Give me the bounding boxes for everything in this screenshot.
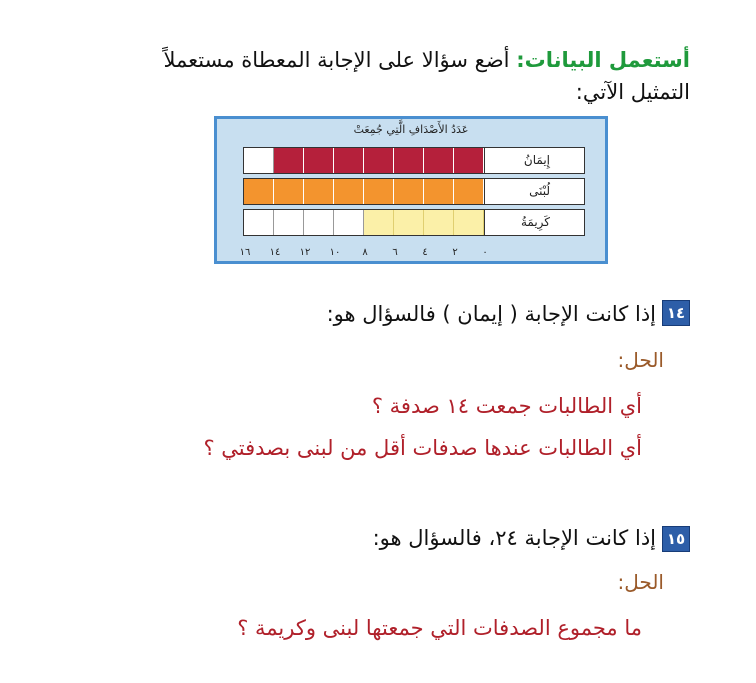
answer-14-2: أي الطالبات عندها صدفات أقل من لبنى بصدفتي ؟ <box>203 436 642 460</box>
pictograph-cell <box>394 179 424 204</box>
row-label-eman: إِيمَانُ <box>484 148 584 173</box>
row-lubna <box>243 178 585 205</box>
pictograph-cell <box>244 179 274 204</box>
answer-15-1: ما مجموع الصدفات التي جمعتها لبنى وكريمة ؟ <box>237 616 642 640</box>
pictograph-cell <box>454 179 484 204</box>
question-15-text: إذا كانت الإجابة ٢٤، فالسؤال هو: <box>372 526 656 550</box>
axis-tick-label: ١٤ <box>269 247 281 258</box>
pictograph-cell <box>364 210 394 235</box>
instruction-heading: أستعمل البيانات: <box>516 48 690 72</box>
question-14-text: إذا كانت الإجابة ( إيمان ) فالسؤال هو: <box>326 302 656 326</box>
row-label-lubna: لُبْنَى <box>484 179 584 204</box>
axis-tick-label: ٦ <box>392 247 398 258</box>
pictograph-cell <box>244 210 274 235</box>
instruction-line-2: التمثيل الآتي: <box>575 80 690 104</box>
row-karima <box>243 209 585 236</box>
axis-tick-label: ١٦ <box>239 247 251 258</box>
instruction-line-1 <box>164 48 691 72</box>
shells-pictograph <box>214 116 608 264</box>
axis-tick-label: ٤ <box>422 247 428 258</box>
pictograph-cell <box>394 148 424 173</box>
pictograph-cell <box>274 210 304 235</box>
pictograph-cell <box>244 148 274 173</box>
pictograph-cell <box>304 179 334 204</box>
row-label-karima: كَرِيمَةُ <box>484 210 584 235</box>
solution-label-14: الحل: <box>617 348 664 372</box>
axis-ticks <box>235 247 495 261</box>
axis-tick-label: ٨ <box>362 247 368 258</box>
pictograph-cell <box>364 179 394 204</box>
instruction-text: أضع سؤالا على الإجابة المعطاة مستعملاً <box>163 48 510 72</box>
solution-label-15: الحل: <box>617 570 664 594</box>
pictograph-cell <box>424 148 454 173</box>
axis-tick-label: ٠ <box>482 247 488 258</box>
axis-tick-label: ١٢ <box>299 247 311 258</box>
pictograph-cell <box>394 210 424 235</box>
axis-tick-label: ٢ <box>452 247 458 258</box>
pictograph-cell <box>364 148 394 173</box>
row-eman <box>243 147 585 174</box>
pictograph-cell <box>274 148 304 173</box>
pictograph-cell <box>454 210 484 235</box>
question-number-14: ١٤ <box>662 300 690 326</box>
answer-14-1: أي الطالبات جمعت ١٤ صدفة ؟ <box>371 394 642 418</box>
pictograph-cell <box>304 210 334 235</box>
pictograph-cell <box>304 148 334 173</box>
pictograph-cell <box>274 179 304 204</box>
pictograph-title: عَدَدُ الأَصْدَافِ الَّتِي جُمِعَتْ <box>353 123 469 136</box>
pictograph-cell <box>334 179 364 204</box>
axis-tick-label: ١٠ <box>329 247 341 258</box>
pictograph-cell <box>454 148 484 173</box>
pictograph-cell <box>424 179 454 204</box>
pictograph-cell <box>334 148 364 173</box>
pictograph-cell <box>424 210 454 235</box>
pictograph-cell <box>334 210 364 235</box>
question-number-15: ١٥ <box>662 526 690 552</box>
